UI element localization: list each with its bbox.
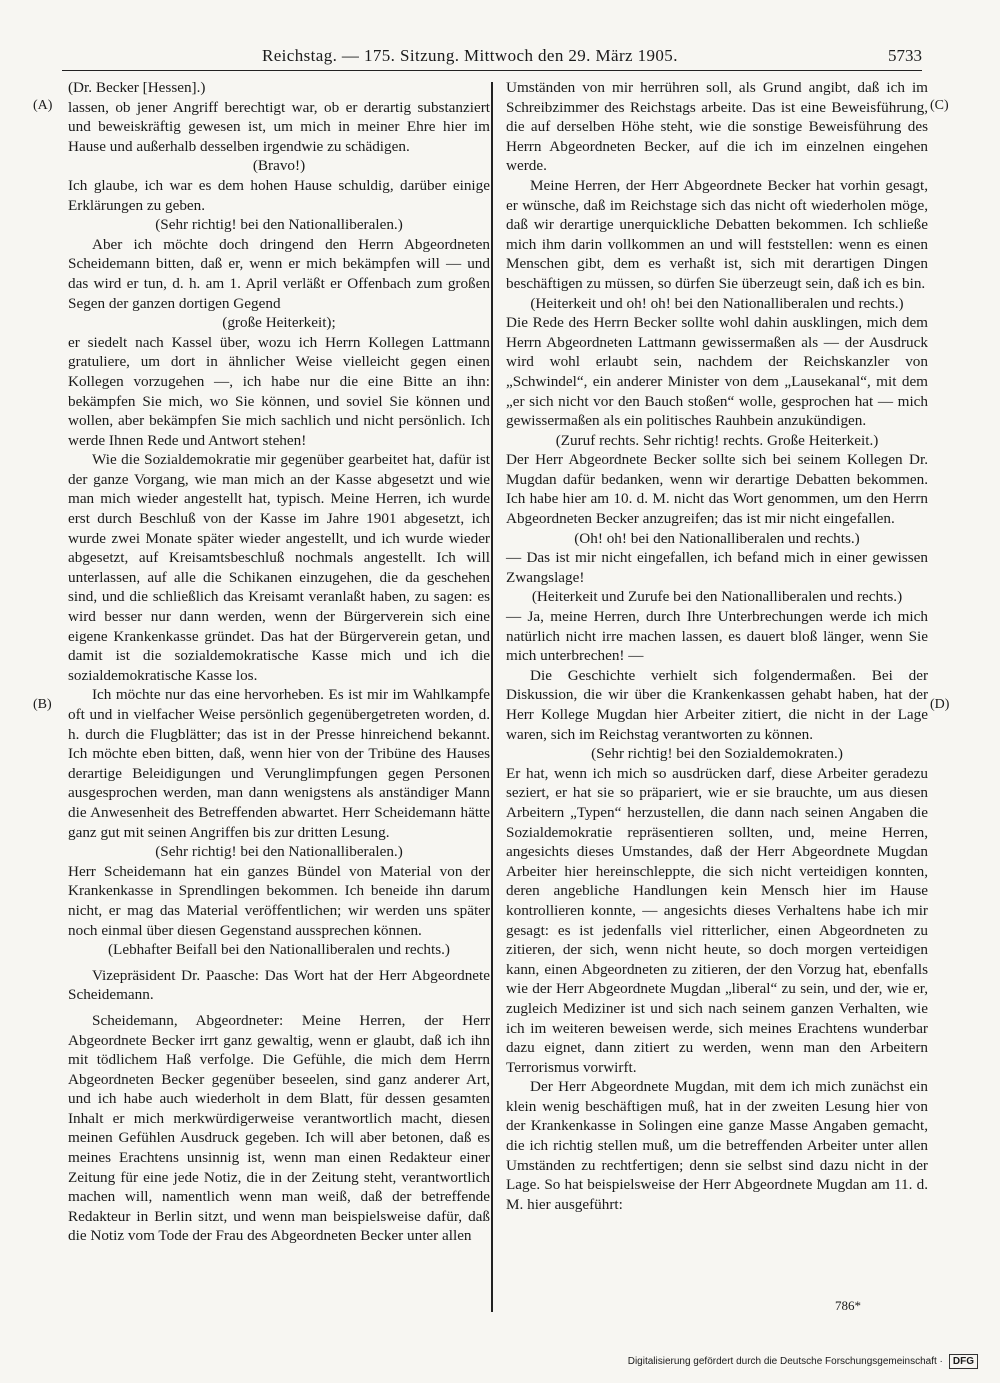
folio-number: 786* — [835, 1298, 861, 1313]
paragraph: (Heiterkeit und oh! oh! bei den Nationalliberalen und rechts.) — [530, 294, 904, 312]
paragraph: (Dr. Becker [Hessen].) — [68, 79, 206, 96]
paragraph: lassen, ob jener Angriff berechtigt war, ob er derartig substanziert und beweiskräftig gewesen ist, um mich in meiner Ehre hier im Hause und außerhalb desselben irgendwie zu schädigen. — [68, 98, 490, 155]
paragraph: Vizepräsident Dr. Paasche: Das Wort hat der Herr Abgeordnete Scheidemann. — [68, 966, 490, 1004]
paragraph: (Heiterkeit und Zurufe bei den Nationalliberalen und rechts.) — [531, 588, 903, 606]
paragraph: (Oh! oh! bei den Nationalliberalen und rechts.) — [574, 529, 860, 547]
margin-mark-a: (A) — [33, 98, 53, 113]
paragraph: Ich glaube, ich war es dem hohen Hause schuldig, darüber einige Erklärungen zu geben. — [68, 176, 490, 214]
paragraph: — Das ist mir nicht eingefallen, ich befand mich in einer gewissen Zwangslage! — [506, 549, 928, 586]
paragraph: Die Rede des Herrn Becker sollte wohl dahin ausklingen, mich dem Herrn Abgeordneten Lattmann gewissermaßen als — der Ausdruck wird wohl erlaubt sein, nachdem der Reichskanzler von „Schwindel“, ein anderer Minister von dem „Lausekanal“, mit dem „er sich nicht vor den Bauch stoßen“ wolle, gesprochen hat — mich gewissermaßen als ein politisches Rauhbein anzukündigen. — [506, 314, 928, 430]
margin-mark-b: (B) — [33, 697, 52, 712]
page-number: 5733 — [888, 46, 922, 65]
paragraph: — Ja, meine Herren, durch Ihre Unterbrechungen werde ich mich natürlich nicht irre machen lassen, es dauert bloß länger, wenn Sie mich unterbrechen! — — [506, 608, 928, 665]
margin-mark-d: (D) — [930, 697, 950, 712]
paragraph: Ich möchte nur das eine hervorheben. Es ist mir im Wahlkampfe oft und in vielfacher Weise persönlich gegenübergetreten worden, d. h. durch die Flugblätter; das ist in der Presse hinreichend bekannt. Ich möchte eben bitten, daß, wenn hier von der Tribüne des Hauses derartige Beleidigungen und Verunglimpfungen gegen Personen ausgesprochen werden, man dann wenigstens als anständiger Mann die Anwesenheit des Betreffenden abwartet. Herr Scheidemann hätte ganz gut mit seinen Angriffen bis zur dritten Lesung. — [68, 686, 490, 841]
footer — [628, 1354, 978, 1369]
paragraph: Er hat, wenn ich mich so ausdrücken darf, diese Arbeiter geradezu seziert, er hat sie so präpariert, wie er sie brauchte, um aus diesen Arbeitern „Typen“ herzustellen, die dann nach seinen Angaben die Sozialdemokratie repräsentieren sollten, und, meine Herren, angesichts dieses Umstandes, daß der Herr Abgeordnete Mugdan Arbeiter hier hereinschleppte, die sich nicht verteidigen konnten, deren angebliche Handlungen kein Mensch hier im Hause kontrollieren konnte, — angesichts dieses Verhaltens habe ich mir gesagt: es ist jedenfalls viel ritterlicher, einen Abgeordneten zu zitieren, der sich, wenn nicht heute, so doch morgen verteidigen kann, einen Abgeordneten zu zitieren, der den Vorzug hat, ebenfalls wie der Herr Abgeordnete Mugdan „liberal“ zu sein, und der, wie er, zugleich Mediziner ist und sich nach seinem ganzen Verhalten, wie ich im weiteren beweisen werde, sich meines Erachtens wunderbar dazu eignet, dann zitiert zu werden, wenn man den Arbeitern Terrorismus vorwirft. — [506, 764, 928, 1076]
paragraph: Der Herr Abgeordnete Becker sollte sich bei seinem Kollegen Dr. Mugdan dafür bedanken, wenn wir derartige Debatten bekommen. Ich habe hier am 10. d. M. nicht das Wort genommen, um den Herrn Abgeordneten Becker anzugreifen; das ist mir nicht eingefallen. — [506, 451, 928, 528]
paragraph: (Lebhafter Beifall bei den Nationalliberalen und rechts.) — [108, 941, 450, 959]
paragraph: Meine Herren, der Herr Abgeordnete Becker hat vorhin gesagt, er wünsche, daß im Reichstage sich das nicht oft wiederholen möge, daß wir derartige unerquickliche Debatten bekommen. Ich schließe mich ihm darin vollkommen an und will feststellen: wenn es einen Menschen gibt, dem es verhaßt ist, sich mit derartigen Dingen beschäftigen zu müssen, so dürfen Sie überzeugt sein, daß ich es bin. — [506, 176, 928, 292]
paragraph: Umständen von mir herrühren soll, als Grund angibt, daß ich im Schreibzimmer des Reichstags arbeite. Das ist eine Beweisführung, die auf derselben Höhe steht, wie die sonstige Beweisführung des Herrn Abgeordneten Becker, auf die ich im einzelnen eingehen werde. — [506, 79, 928, 175]
left-column — [68, 78, 490, 1246]
paragraph: Wie die Sozialdemokratie mir gegenüber gearbeitet hat, dafür ist der ganze Vorgang, wie man mich an der Kasse abgesetzt und wie man mich wieder angestellt hat, typisch. Meine Herren, ich wurde erst durch Beschluß von der Kasse im Jahre 1901 abgesetzt, ich wurde zwei Monate später wieder angestellt, und ich wurde wieder abgesetzt, auf Kreisamtsbeschluß nochmals angestellt. Ich will unterlassen, auf alle die Schikanen einzugehen, die da geschehen sind, und die schließlich das Kreisamt veranlaßt haben, zu sagen: es wird besser nur dann werden, wenn der Bürgerverein sich eine eigene Krankenkasse gründet. Das hat der Bürgerverein getan, und damit ist die sozialdemokratische Kasse mich und ich die sozialdemokratische Kasse los. — [68, 451, 490, 684]
margin-mark-c: (C) — [930, 98, 949, 113]
paragraph: er siedelt nach Kassel über, wozu ich Herrn Kollegen Lattmann gratuliere, um dort in ähnlicher Weise vielleicht gegen einen Kollegen vorzugehen —, ich habe nur die eine Bitte an ihn: bekämpfen Sie mich, wo Sie können, und soviel Sie können und wollen, aber bekämpfen Sie mich sachlich und nicht persönlich. Ich werde Ihnen Rede und Antwort stehen! — [68, 333, 490, 449]
paragraph: Scheidemann, Abgeordneter: Meine Herren, der Herr Abgeordnete Becker irrt ganz gewaltig, wenn er glaubt, daß ich ihn mit tödlichem Haß verfolge. Die Gefühle, die mich dem Herrn Abgeordneten Becker gegenüber beseelen, sind ganz anderer Art, und ich habe auch wiederholt in dem Blatt, für dessen gesamten Inhalt er mich merkwürdigerweise verantwortlich macht, diesen meinen Gefühlen Ausdruck gegeben. Ich will aber betonen, daß es meines Erachtens unsinnig ist, wenn man einen Redakteur einer Zeitung für eine jede Notiz, die in der Zeitung steht, verantwortlich machen will, namentlich wenn man weiß, daß der betreffende Redakteur in Berlin sitzt, und wenn man beispielsweise dafür, daß die Notiz vom Tode der Frau des Abgeordneten Becker unter allen — [68, 1011, 490, 1245]
paragraph: (Bravo!) — [252, 157, 306, 175]
footer-text: Digitalisierung gefördert durch die Deutsche Forschungsgemeinschaft · — [627, 1356, 943, 1367]
running-title: Reichstag. — 175. Sitzung. Mittwoch den 29. März 1905. — [262, 46, 678, 65]
paragraph: Herr Scheidemann hat ein ganzes Bündel von Material von der Krankenkasse in Sprendlingen bekommen. Ich beneide ihn darum nicht, er mag das Material veröffentlichen; wir werden uns später noch einmal über diesen Gegenstand aussprechen können. — [68, 862, 490, 939]
paragraph: (Zuruf rechts. Sehr richtig! rechts. Große Heiterkeit.) — [555, 431, 879, 449]
right-column — [506, 78, 928, 1214]
paragraph: Aber ich möchte doch dringend den Herrn Abgeordneten Scheidemann bitten, daß er, wenn er mich bekämpfen will — und das wird er tun, d. h. am 1. April verläßt er Offenbach zum großen Segen der ganzen dortigen Gegend — [68, 235, 490, 312]
paragraph: (Sehr richtig! bei den Nationalliberalen.) — [155, 843, 403, 861]
paragraph: (große Heiterkeit); — [222, 314, 336, 332]
page-header — [62, 44, 922, 71]
paragraph: (Sehr richtig! bei den Sozialdemokraten.) — [591, 745, 843, 763]
dfg-logo: DFG — [949, 1354, 978, 1369]
paragraph: Der Herr Abgeordnete Mugdan, mit dem ich mich zunächst ein klein wenig beschäftigen muß, hat in der zweiten Lesung hier von der Krankenkasse in Solingen eine ganze Masse Angaben gemacht, die ich richtig stellen muß, um die betreffenden Arbeiter unter allen Umständen zu rechtfertigen; denn sie selbst sind dazu nicht in der Lage. So hat beispielsweise der Herr Abgeordnete Mugdan am 11. d. M. hier ausgeführt: — [506, 1078, 928, 1213]
column-divider — [491, 82, 493, 1312]
paragraph: Die Geschichte verhielt sich folgendermaßen. Bei der Diskussion, die wir über die Krankenkassen gehabt haben, hat der Herr Kollege Mugdan hier Arbeiter zitiert, die nicht in der Lage waren, sich im Reichstag verantworten zu können. — [506, 666, 928, 743]
paragraph: (Sehr richtig! bei den Nationalliberalen.) — [155, 216, 403, 234]
